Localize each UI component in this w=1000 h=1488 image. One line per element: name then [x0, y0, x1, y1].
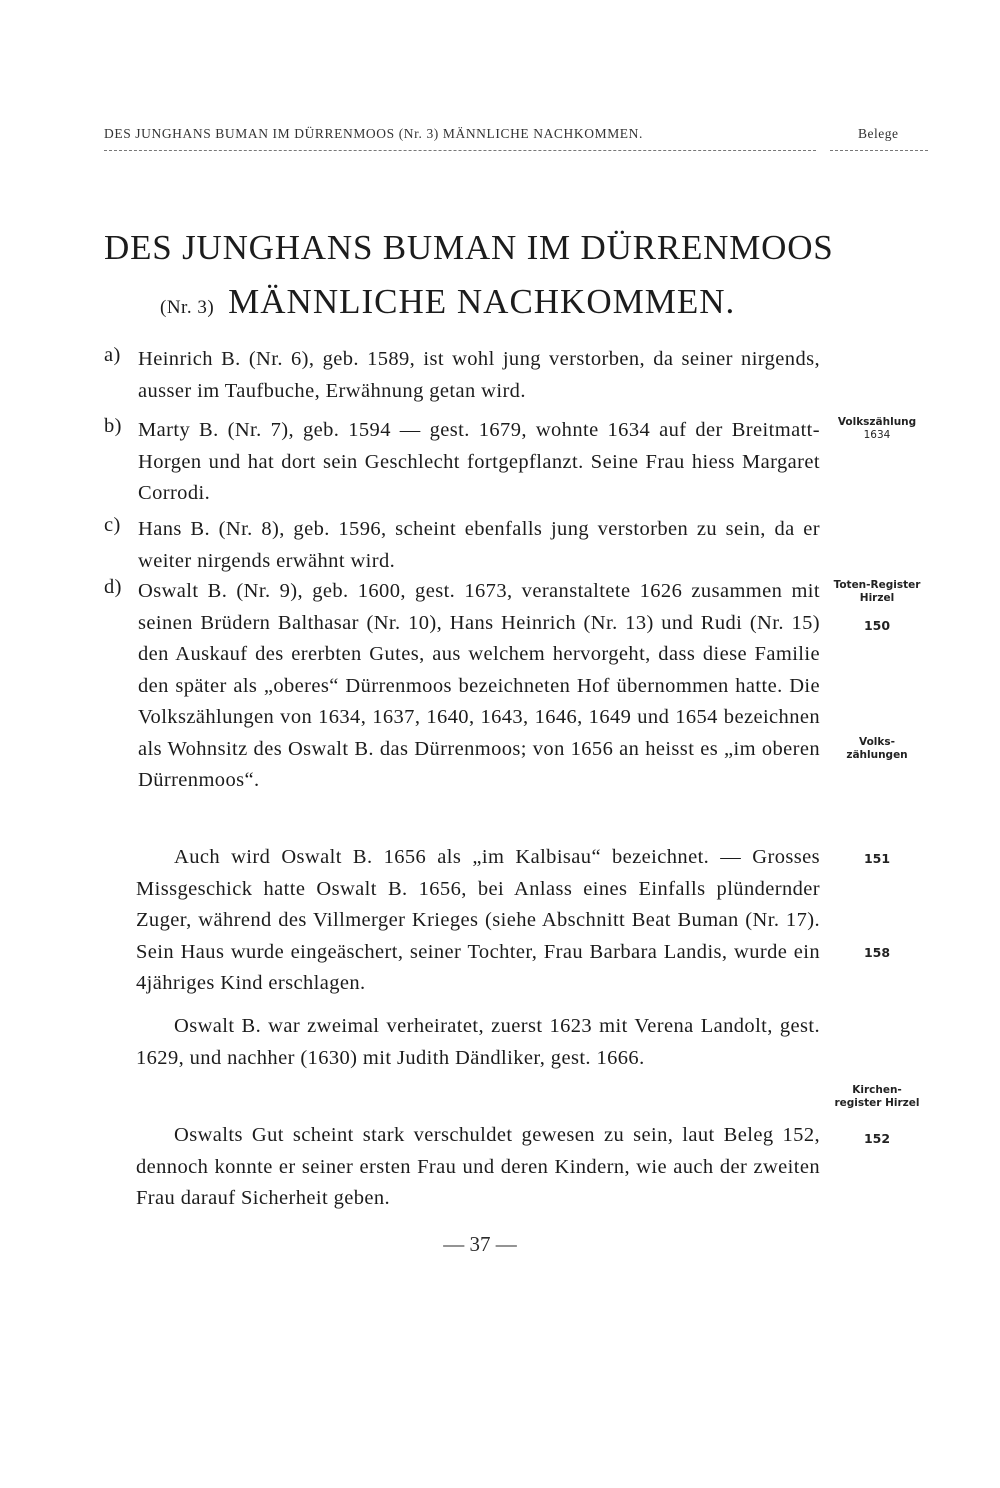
paragraph-1: Auch wird Oswalt B. 1656 als „im Kalbisau“ bezeichnet. — Grosses Missgeschick hatte Oswalt B. 1656, bei Anlass eines Einfalls plündernder Zuger, während des Villmerger Krieges (siehe Abschnitt Beat Buman (Nr. 17). Sein Haus wurde eingeäschert, seiner Tochter, Frau Barbara Landis, wurde ein 4jähriges Kind erschlagen.: [136, 846, 820, 994]
running-header-margin-label: Belege: [858, 126, 899, 141]
margin-note-line: Kirchen-: [852, 1084, 902, 1096]
paragraph-2: Oswalt B. war zweimal verheiratet, zuerst 1623 mit Verena Landolt, gest. 1629, und nachher (1630) mit Judith Dändliker, gest. 1666.: [136, 1015, 820, 1069]
margin-note-toten-register: [822, 579, 932, 605]
list-item-a: [104, 344, 820, 407]
chapter-title-line2: [160, 282, 735, 322]
margin-ref-151: 151: [863, 851, 891, 866]
margin-note-line: Volks-: [859, 736, 895, 748]
margin-ref-152: 152: [863, 1131, 891, 1146]
list-item-label: c): [104, 514, 121, 536]
margin-note-line: 1634: [863, 429, 891, 441]
margin-ref-158: 158: [863, 945, 891, 960]
margin-ref-150: 150: [863, 618, 891, 633]
margin-note-volkszaehlung-1634: [822, 416, 932, 442]
list-item-label: b): [104, 415, 122, 437]
list-item-text: Hans B. (Nr. 8), geb. 1596, scheint ebenfalls jung verstorben zu sein, da er weiter nirgends erwähnt wird.: [138, 518, 820, 572]
list-item-c: [104, 514, 820, 577]
header-rule-margin: [830, 150, 928, 151]
list-item-b: [104, 415, 820, 510]
margin-note-line: Hirzel: [859, 592, 895, 604]
chapter-title-main: MÄNNLICHE NACHKOMMEN.: [228, 282, 736, 321]
list-item-d: [104, 576, 820, 797]
chapter-title-number: (Nr. 3): [160, 297, 215, 318]
list-item-label: d): [104, 576, 122, 598]
margin-note-line: register Hirzel: [834, 1097, 920, 1109]
running-header-title: DES JUNGHANS BUMAN IM DÜRRENMOOS (Nr. 3) MÄNNLICHE NACHKOMMEN.: [104, 126, 643, 141]
margin-note-kirchenregister: [822, 1084, 932, 1110]
paragraph-3: Oswalts Gut scheint stark verschuldet gewesen zu sein, laut Beleg 152, dennoch konnte er seiner ersten Frau und deren Kindern, wie auch der zweiten Frau darauf Sicherheit geben.: [136, 1124, 820, 1209]
margin-note-line: Toten-Register: [833, 579, 921, 591]
chapter-title-line1: DES JUNGHANS BUMAN IM DÜRRENMOOS: [104, 228, 834, 267]
page-number: — 37 —: [443, 1232, 517, 1256]
header-rule: [104, 150, 816, 151]
list-item-text: Marty B. (Nr. 7), geb. 1594 — gest. 1679, wohnte 1634 auf der Breitmatt-Horgen und hat dort sein Geschlecht fortgepflanzt. Seine Frau hiess Margaret Corrodi.: [138, 419, 820, 504]
list-item-text: Oswalt B. (Nr. 9), geb. 1600, gest. 1673, veranstaltete 1626 zusammen mit seinen Brüdern Balthasar (Nr. 10), Hans Heinrich (Nr. 13) und Rudi (Nr. 15) den Auskauf des ererbten Gutes, aus welchem hervorgeht, dass diese Familie den später als „oberes“ Dürrenmoos bezeichneten Hof übernommen hatte. Die Volkszählungen von 1634, 1637, 1640, 1643, 1646, 1649 und 1654 bezeichnen als Wohnsitz des Oswalt B. das Dürrenmoos; von 1656 an heisst es „im oberen Dürrenmoos“.: [138, 580, 820, 791]
list-item-label: a): [104, 344, 121, 366]
list-item-text: Heinrich B. (Nr. 6), geb. 1589, ist wohl jung verstorben, da seiner nirgends, ausser im Taufbuche, Erwähnung getan wird.: [138, 348, 820, 402]
margin-note-line: Volkszählung: [837, 416, 917, 428]
margin-note-volkszaehlungen: [822, 736, 932, 762]
margin-note-line: zählungen: [846, 749, 908, 761]
